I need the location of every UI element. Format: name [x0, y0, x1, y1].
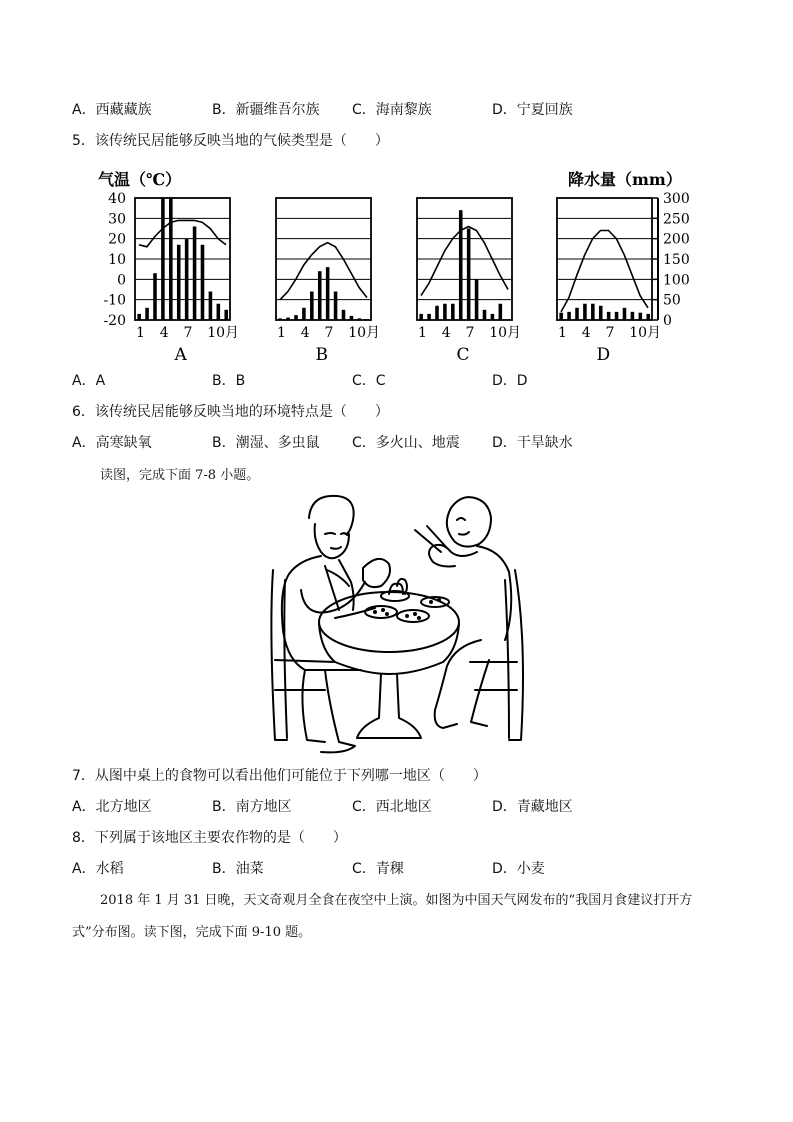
- precip-bar: [278, 318, 282, 320]
- precip-bar: [209, 292, 213, 320]
- precip-axis-label: 降水量（mm）: [568, 170, 682, 189]
- precip-bar: [169, 198, 173, 320]
- precip-bar: [318, 271, 322, 320]
- q7-stem: 7．从图中桌上的食物可以看出他们可能位于下列哪一地区（ ）: [72, 768, 487, 784]
- precip-bar: [342, 310, 346, 320]
- month-tick-label: 1: [135, 325, 145, 341]
- intro-9-10-line2: 式”分布图。读下图，完成下面 9-10 题。: [72, 925, 312, 940]
- temp-axis-label: 气温（℃）: [98, 170, 182, 189]
- q5-option-b[interactable]: B．B: [212, 373, 246, 389]
- precip-bar: [294, 315, 298, 320]
- q7-option-a[interactable]: A．北方地区: [72, 799, 152, 815]
- temp-line: [421, 227, 508, 296]
- q4-option-a[interactable]: A．西藏藏族: [72, 102, 152, 118]
- precip-bar: [286, 318, 290, 320]
- month-tick-label: 1: [417, 325, 427, 341]
- q6-option-d[interactable]: D．干旱缺水: [492, 435, 573, 451]
- temp-tick-label: 40: [108, 191, 126, 207]
- precip-bar: [419, 314, 423, 320]
- precip-bar: [365, 319, 369, 320]
- precip-bar: [427, 314, 431, 320]
- q6-stem: 6．该传统民居能够反映当地的环境特点是（ ）: [72, 404, 389, 420]
- month-tick-label: 4: [300, 325, 310, 341]
- precip-bar: [467, 229, 471, 321]
- chart-panel-d: [557, 198, 661, 365]
- q8-option-b[interactable]: B．油菜: [212, 861, 264, 877]
- q6-option-a[interactable]: A．高寒缺氧: [72, 435, 152, 451]
- precip-bar: [334, 292, 338, 320]
- precip-bar: [185, 239, 189, 320]
- precip-bar: [217, 304, 221, 320]
- precip-tick-label: 150: [663, 252, 690, 268]
- q8-option-d[interactable]: D．小麦: [492, 861, 545, 877]
- q4-option-c[interactable]: C．海南黎族: [352, 102, 432, 118]
- q8-option-c[interactable]: C．青稞: [352, 861, 404, 877]
- q7-option-b[interactable]: B．南方地区: [212, 799, 292, 815]
- month-tick-label: 10月: [207, 325, 240, 341]
- precip-bar: [646, 314, 650, 320]
- q8-stem: 8．下列属于该地区主要农作物的是（ ）: [72, 830, 347, 846]
- q5-option-a[interactable]: A．A: [72, 373, 106, 389]
- climate-charts: [90, 160, 710, 370]
- precip-tick-label: 250: [663, 211, 690, 228]
- precip-bar: [615, 312, 619, 320]
- chart-panels: [135, 198, 661, 365]
- precip-bar: [583, 304, 587, 320]
- precip-bar: [607, 312, 611, 320]
- q6-option-c[interactable]: C．多火山、地震: [352, 435, 460, 451]
- q5-stem: 5．该传统民居能够反映当地的气候类型是（ ）: [72, 133, 389, 149]
- temp-tick-label: 10: [108, 252, 126, 268]
- precip-tick-label: 300: [663, 191, 690, 207]
- precip-bar: [499, 304, 503, 320]
- precip-bar: [575, 308, 579, 320]
- precip-bar: [145, 308, 149, 320]
- month-tick-label: 10月: [489, 325, 522, 341]
- temp-tick-label: 20: [108, 231, 126, 248]
- precip-bar: [350, 316, 354, 320]
- precip-bar: [491, 314, 495, 320]
- q6-option-b[interactable]: B．潮湿、多虫鼠: [212, 435, 320, 451]
- precip-bar: [483, 310, 487, 320]
- chart-panel-a: [135, 198, 239, 365]
- precip-bar: [631, 312, 635, 320]
- intro-7-8: 读图，完成下面 7-8 小题。: [100, 468, 260, 483]
- q5-option-c[interactable]: C．C: [352, 373, 386, 389]
- precip-bar: [559, 313, 563, 320]
- chart-panel-b: [276, 198, 380, 365]
- precip-bar: [358, 318, 362, 320]
- precip-bar: [567, 312, 571, 320]
- precip-bar: [639, 313, 643, 320]
- precip-bar: [623, 308, 627, 320]
- panel-label: C: [456, 345, 470, 365]
- precip-bar: [599, 306, 603, 320]
- precip-tick-label: 200: [663, 231, 690, 248]
- panel-label: A: [174, 345, 187, 365]
- month-tick-label: 4: [159, 325, 169, 341]
- q7-option-c[interactable]: C．西北地区: [352, 799, 432, 815]
- precip-tick-label: 100: [663, 272, 690, 289]
- temp-tick-label: -20: [103, 313, 126, 329]
- month-tick-label: 4: [581, 325, 591, 341]
- precip-bar: [302, 308, 306, 320]
- month-tick-label: 7: [183, 325, 193, 341]
- month-tick-label: 7: [605, 325, 615, 341]
- temp-tick-label: -10: [103, 292, 126, 309]
- chart-panel-c: [417, 198, 521, 365]
- q4-option-b[interactable]: B．新疆维吾尔族: [212, 102, 320, 118]
- precip-bar: [161, 198, 165, 320]
- precip-bar: [177, 245, 181, 320]
- panel-label: B: [315, 345, 328, 365]
- q5-option-d[interactable]: D．D: [492, 373, 528, 389]
- precip-tick-label: 0: [663, 313, 672, 329]
- temp-tick-label: 0: [117, 272, 126, 289]
- intro-9-10-line1: 2018 年 1 月 31 日晚，天文奇观月全食在夜空中上演。如图为中国天气网发布的“我国月食建议打开方: [100, 893, 693, 908]
- month-tick-label: 1: [276, 325, 286, 341]
- precip-tick-label: 50: [663, 292, 681, 309]
- temp-line: [139, 220, 226, 246]
- precip-bar: [310, 292, 314, 320]
- precip-bar: [451, 304, 455, 320]
- month-tick-label: 10月: [348, 325, 381, 341]
- precip-bar: [435, 306, 439, 320]
- month-tick-label: 7: [465, 325, 475, 341]
- temp-axis: [103, 191, 126, 329]
- precip-bar: [443, 304, 447, 320]
- precip-bar: [193, 226, 197, 320]
- month-tick-label: 7: [324, 325, 334, 341]
- precip-bar: [591, 304, 595, 320]
- temp-tick-label: 30: [108, 211, 126, 228]
- precip-bar: [459, 210, 463, 320]
- panel-label: D: [596, 345, 611, 365]
- precip-bar: [153, 273, 157, 320]
- precip-axis: [653, 191, 690, 329]
- precip-bar: [475, 279, 479, 320]
- month-tick-label: 4: [441, 325, 451, 341]
- q4-option-d[interactable]: D．宁夏回族: [492, 102, 573, 118]
- precip-bar: [326, 267, 330, 320]
- precip-bar: [201, 245, 205, 320]
- month-tick-label: 1: [557, 325, 567, 341]
- temp-line: [280, 243, 367, 300]
- precip-bar: [224, 310, 228, 320]
- month-tick-label: 10月: [629, 325, 662, 341]
- dining-illustration: [265, 490, 533, 760]
- precip-bar: [137, 314, 141, 320]
- q7-option-d[interactable]: D．青藏地区: [492, 799, 573, 815]
- q8-option-a[interactable]: A．水稻: [72, 861, 124, 877]
